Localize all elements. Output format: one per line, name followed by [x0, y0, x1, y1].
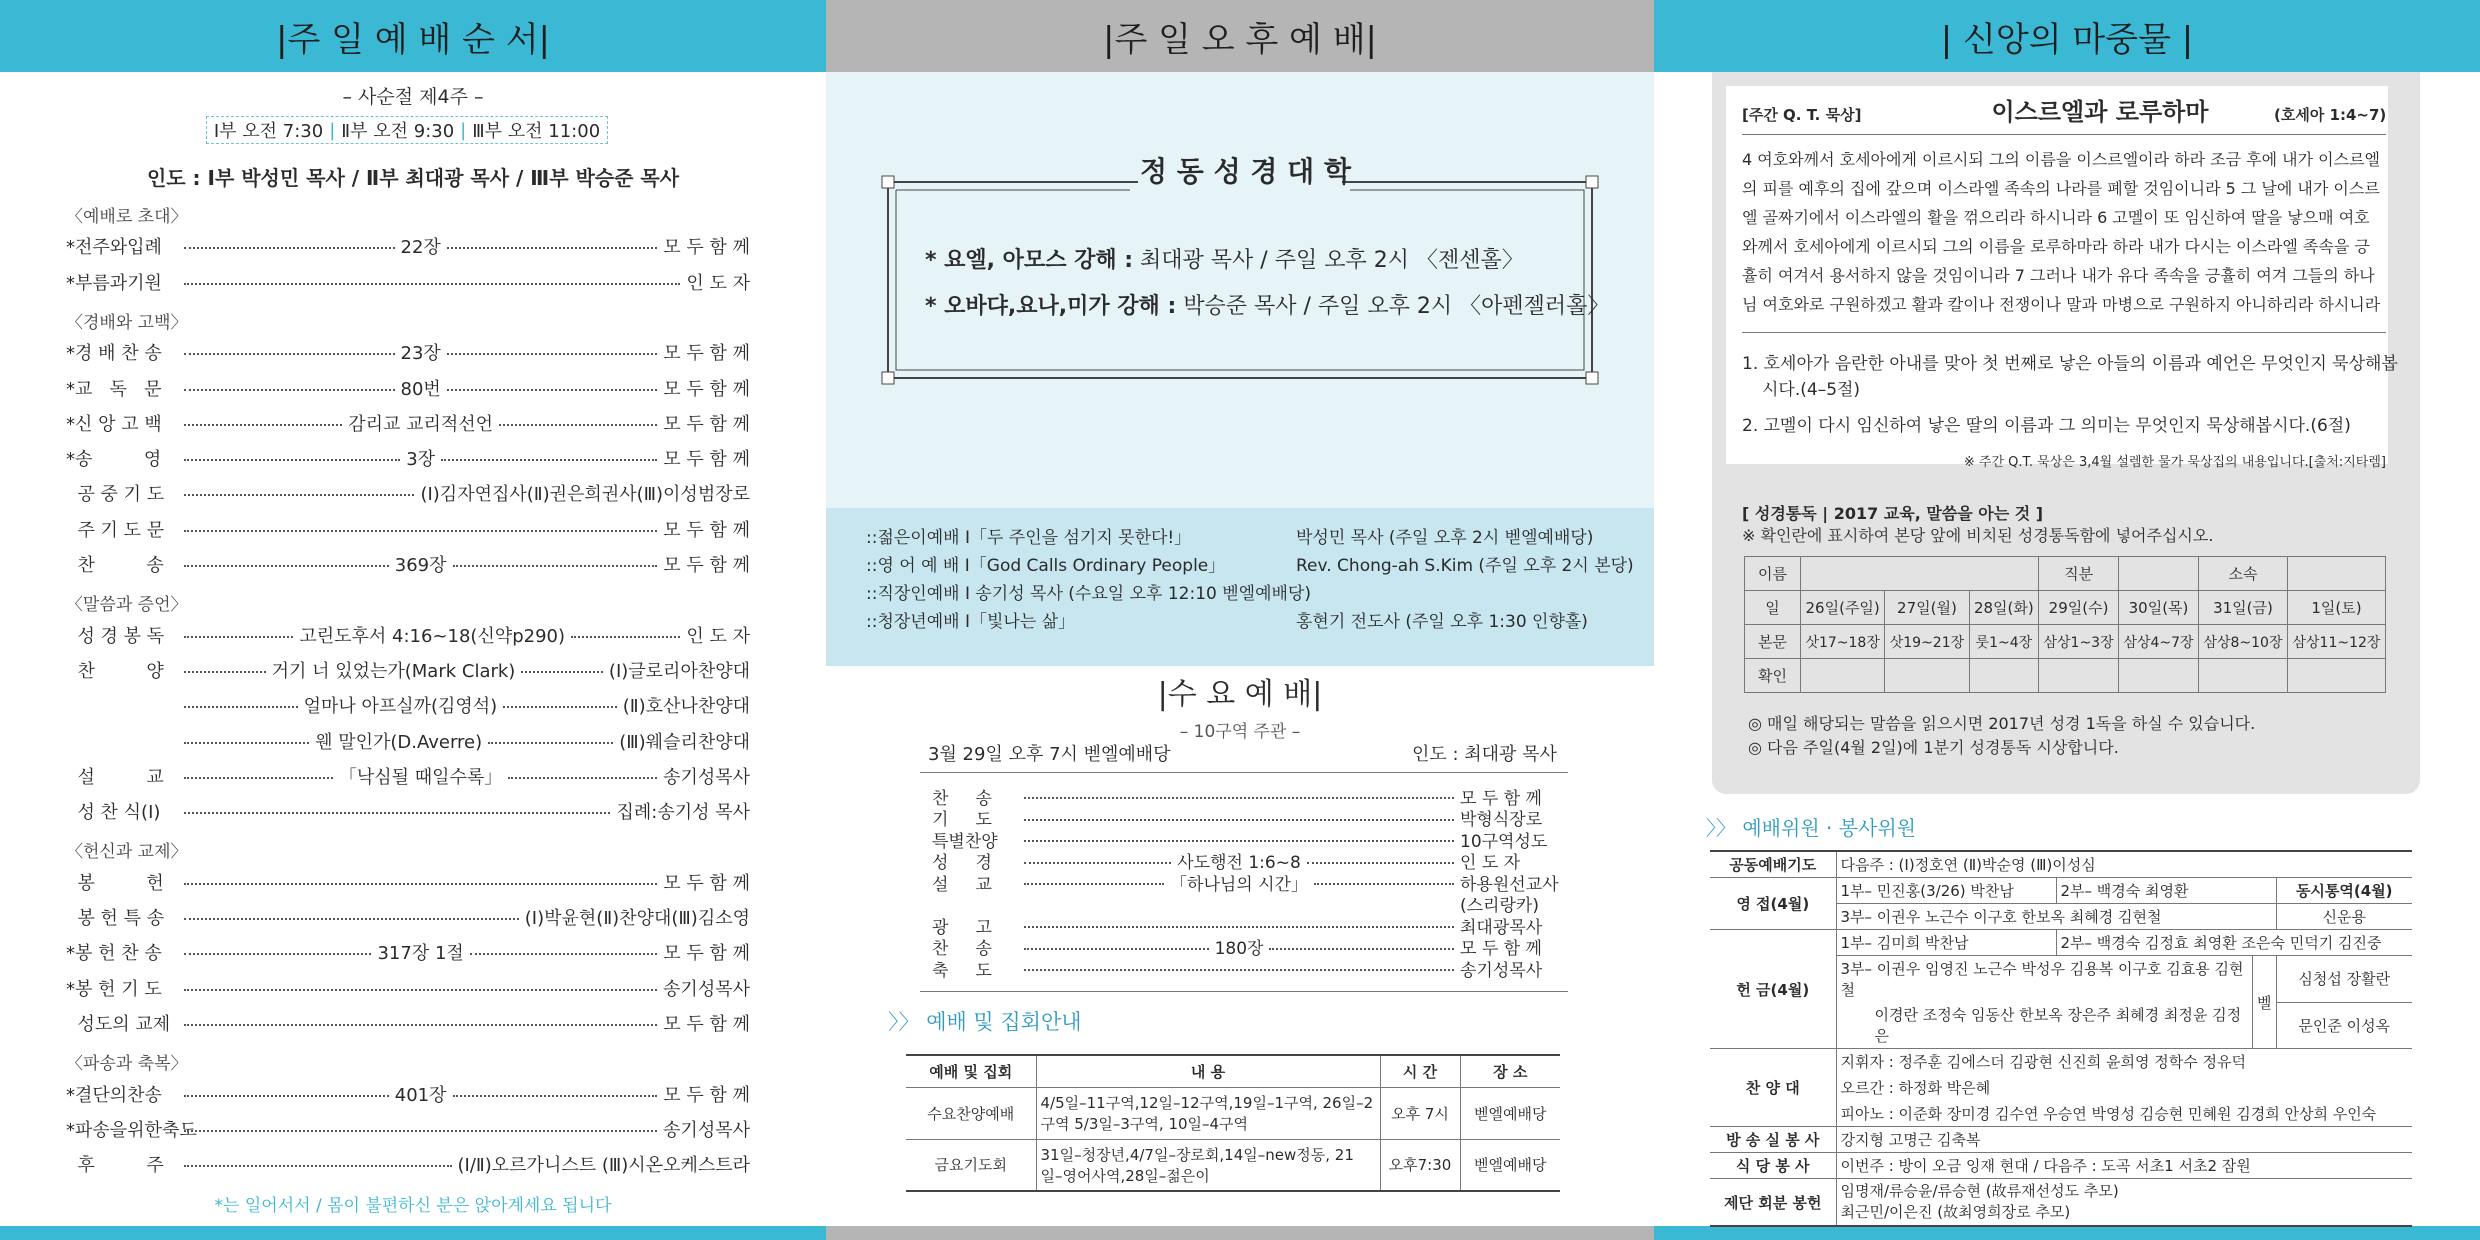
wednesday-info: 3월 29일 오후 7시 벧엘예배당	[928, 744, 1171, 765]
qt-line: 4 여호와께서 호세아에게 이르시되 그의 이름을 이스르엘이라 하라 조금 후에 내가 이스르엘	[1742, 150, 2380, 169]
wednesday-leader: 인도 : 최대광 목사	[1412, 744, 1557, 765]
wednesday-sub: – 10구역 주관 –	[1179, 722, 1301, 742]
order-person: 송기성목사	[663, 766, 751, 788]
wed-person: 10구역성도	[1460, 831, 1548, 852]
reading-day: 31일(금)	[2199, 591, 2288, 625]
order-person: (Ⅰ)글로리아찬양대	[608, 660, 750, 682]
meetings-title: 〉〉 예배 및 집회안내	[888, 1010, 1082, 1034]
wed-label: 성 경	[932, 853, 992, 873]
reading-check-label: 확인	[1745, 659, 1801, 693]
order-person: (Ⅱ)호산나찬양대	[622, 696, 751, 718]
wed-row	[932, 786, 1552, 809]
reading-day: 1일(토)	[2287, 591, 2385, 625]
order-label: *송 영	[66, 449, 162, 471]
wed-person: 인 도 자	[1460, 853, 1521, 873]
reading-table	[1744, 556, 2386, 693]
dots-leader	[470, 953, 657, 955]
dots-leader	[184, 389, 395, 391]
dots-leader	[184, 918, 519, 920]
wed-label: 찬 송	[932, 788, 992, 809]
order-row	[66, 941, 750, 963]
order-content: 369장	[394, 555, 447, 576]
bible-college-frame	[880, 155, 1600, 400]
order-row	[66, 730, 750, 752]
wed-person: 송기성목사	[1460, 960, 1543, 981]
meet-head-3: 시 간	[1380, 1055, 1460, 1087]
dots-leader	[184, 953, 371, 955]
reading-subtitle: ※ 확인란에 표시하여 본당 앞에 비치된 성경통독함에 넣어주십시오.	[1742, 526, 2214, 545]
serv-cell: 다음주 : (Ⅰ)정호연 (Ⅱ)박순영 (Ⅲ)이성심	[1836, 851, 2412, 878]
order-person: 모 두 함 께	[663, 378, 751, 400]
qt-label: [주간 Q. T. 묵상]	[1742, 106, 1862, 124]
dots-leader	[184, 1024, 657, 1026]
order-row	[66, 377, 750, 399]
service-committee-table	[1710, 850, 2412, 1227]
order-label: *결단의찬송	[66, 1084, 162, 1106]
order-content: 거기 너 있었는가(Mark Clark)	[271, 660, 516, 682]
order-row	[66, 765, 750, 787]
afternoon-service-detail: Rev. Chong-ah S.Kim (주일 오후 2시 본당)	[1296, 556, 1634, 576]
meet-head-2: 내 용	[1036, 1055, 1380, 1087]
meetings-table	[906, 1054, 1560, 1192]
dots-leader	[184, 883, 657, 885]
flower-line-1: 임명재/류승윤/류승현 (故류재선성도 추모)	[1840, 1182, 2119, 1200]
dots-leader	[508, 777, 657, 779]
qt-question-1a: 1. 호세아가 음란한 아내를 맞아 첫 번째로 낳은 아들의 이름과 예언은 무엇인지 묵상해봅	[1742, 354, 2398, 374]
wed-row	[932, 872, 1559, 895]
order-row	[66, 977, 750, 999]
order-label: 공 중 기 도	[66, 484, 165, 506]
reading-day: 26일(주일)	[1801, 591, 1885, 625]
order-person: (Ⅰ)박윤현(Ⅱ)찬양대(Ⅲ)김소영	[524, 908, 750, 929]
reading-text: 룻1~4장	[1969, 625, 2039, 659]
dots-leader	[184, 671, 266, 673]
meet-head-1: 예배 및 집회	[906, 1055, 1036, 1087]
wed-label: 특별찬양	[932, 831, 998, 852]
serv-cell: 3부– 이권우 노근수 이구호 한보옥 최혜경 김현철	[1836, 904, 2276, 930]
wed-person: (스리랑카)	[1460, 896, 1539, 916]
afternoon-service-name: ::영 어 예 배 I「God Calls Ordinary People」	[866, 556, 1226, 576]
order-row	[66, 235, 750, 257]
dots-leader	[447, 247, 658, 249]
dots-leader	[184, 989, 657, 991]
dots-leader	[1024, 926, 1454, 928]
order-label: *봉 헌 기 도	[66, 978, 162, 1000]
reading-text: 삿17~18장	[1801, 625, 1885, 659]
serv-cell: 지휘자 : 정주훈 김에스더 김광현 신진희 윤희영 정학수 정유덕	[1836, 1049, 2412, 1075]
qt-reference: (호세아 1:4~7)	[2274, 106, 2387, 124]
reading-text: 삼상11~12장	[2287, 625, 2385, 659]
serv-cell: 신운용	[2276, 904, 2412, 930]
order-row	[66, 624, 750, 646]
order-content: 23장	[400, 343, 441, 365]
reading-text-label: 본문	[1745, 625, 1801, 659]
serv-cell: 이경란 조정숙 임동산 한보옥 장은주 최혜경 최정윤 김정은	[1836, 1002, 2253, 1049]
order-person: 인 도 자	[686, 625, 750, 647]
order-label: 찬 송	[66, 555, 164, 576]
dots-leader	[1024, 948, 1209, 950]
dots-leader	[1024, 797, 1454, 799]
reading-text: 삼상4~7장	[2119, 625, 2199, 659]
dots-leader	[453, 1095, 658, 1097]
section-heading: 〈파송과 축복〉	[66, 1054, 188, 1075]
afternoon-service-name: ::젊은이예배 I「두 주인을 섬기지 못한다!」	[866, 528, 1192, 548]
dots-leader	[184, 283, 680, 285]
meet-cell: 금요기도회	[906, 1139, 1036, 1191]
order-label: *파송을위한축도	[66, 1119, 197, 1141]
meet-head-4: 장 소	[1460, 1055, 1560, 1087]
order-person: 모 두 함 께	[663, 555, 750, 576]
reading-check-box[interactable]	[1885, 659, 1969, 693]
order-person: 모 두 함 께	[663, 343, 751, 365]
order-person: 모 두 함 께	[663, 519, 750, 541]
reading-text: 삼상8~10장	[2199, 625, 2288, 659]
wed-row	[932, 915, 1552, 938]
dots-leader	[1024, 862, 1171, 864]
order-row	[66, 341, 750, 363]
dots-leader	[184, 494, 414, 496]
dots-leader	[503, 706, 617, 708]
dots-leader	[184, 353, 395, 355]
wed-content: 「하나님의 시간」	[1170, 874, 1308, 895]
order-row	[66, 1118, 750, 1140]
order-person: (Ⅰ/Ⅱ)오르가니스트 (Ⅲ)시온오케스트라	[457, 1155, 750, 1177]
order-row	[66, 553, 750, 575]
meet-cell: 수요찬양예배	[906, 1087, 1036, 1139]
serv-label: 벨	[2253, 956, 2277, 1049]
wed-person: 모 두 함 께	[1460, 939, 1542, 959]
order-person: (Ⅲ)웨슬리찬양대	[619, 731, 751, 753]
reading-day-label: 일	[1745, 591, 1801, 625]
qt-line: 님 여호와로 구원하겠고 활과 칼이나 전쟁이나 말과 마병으로 구원하지 아니하리라 하시니라	[1742, 295, 2381, 314]
order-content: 「낙심될 때일수록」	[338, 766, 503, 788]
dots-leader	[1024, 969, 1454, 971]
order-content: 웬 말인가(D.Averre)	[315, 731, 483, 753]
reading-text: 삼상1~3장	[2039, 625, 2119, 659]
qt-question-1b: 시다.(4–5절)	[1762, 380, 1861, 400]
serv-label: 헌 금(4월)	[1710, 930, 1836, 1049]
wed-person: 박형식장로	[1460, 810, 1543, 830]
reading-position-label: 직분	[2039, 557, 2119, 591]
serv-cell: 문인준 이성옥	[2276, 1002, 2412, 1049]
order-row	[66, 447, 750, 469]
serv-cell: 이번주 : 방이 오금 잉재 현대 / 다음주 : 도곡 서초1 서초2 잠원	[1836, 1153, 2412, 1179]
order-label: 후 주	[66, 1155, 164, 1177]
serv-label: 방 송 실 봉 사	[1710, 1127, 1836, 1153]
serv-cell	[1836, 1179, 2412, 1227]
bottom-stripe-3	[1654, 1226, 2480, 1240]
order-row	[66, 1012, 750, 1034]
header-afternoon-worship: |주 일 오 후 예 배|	[826, 0, 1654, 72]
header-faith-primer: | 신앙의 마중물 |	[1654, 0, 2480, 72]
reading-day: 29일(수)	[2039, 591, 2119, 625]
order-content: 얼마나 아프실까(김영석)	[303, 696, 498, 718]
qt-line: 와께서 호세아에게 이르시되 그의 이름을 로루하마라 하라 내가 다시는 이스라엘 족속을 긍	[1742, 237, 2370, 256]
section-heading: 〈말씀과 증언〉	[66, 595, 188, 616]
dots-leader	[184, 706, 298, 708]
order-person: 모 두 함 께	[663, 872, 750, 894]
order-content: 317장 1절	[377, 943, 464, 965]
wed-row	[932, 851, 1552, 871]
order-label: 봉 헌	[66, 872, 164, 894]
section-heading: 〈경배와 고백〉	[66, 312, 188, 333]
order-content: 80번	[400, 378, 441, 400]
reading-text: 삿19~21장	[1885, 625, 1969, 659]
dots-leader	[453, 565, 658, 567]
dots-leader	[184, 812, 610, 814]
service-times-box: Ⅰ부 오전 7:30 | Ⅱ부 오전 9:30 | Ⅲ부 오전 11:00	[206, 116, 608, 144]
serv-cell: 강지형 고명근 김축복	[1836, 1127, 2412, 1153]
wednesday-title: |수 요 예 배|	[1157, 677, 1323, 712]
reading-check-box[interactable]	[1801, 659, 1885, 693]
order-label: 성 경 봉 독	[66, 625, 165, 647]
dots-leader	[1307, 862, 1454, 864]
reading-title: [ 성경통독 | 2017 교육, 말씀을 아는 것 ]	[1742, 504, 2044, 523]
dots-leader	[499, 424, 657, 426]
serv-cell: 피아노 : 이준화 장미경 김수연 우승연 박영성 김승현 민혜원 김경희 안상희 우인숙	[1836, 1101, 2412, 1127]
order-person: 모 두 함 께	[663, 1084, 750, 1106]
order-content: 감리교 교리적선언	[348, 413, 494, 435]
dots-leader	[1024, 840, 1454, 842]
wed-label: 축 도	[932, 960, 992, 981]
qt-rule	[1742, 134, 2386, 135]
reading-check-box[interactable]	[2199, 659, 2288, 693]
reading-day: 28일(화)	[1969, 591, 2039, 625]
dots-leader	[488, 742, 613, 744]
reading-name-label: 이름	[1745, 557, 1801, 591]
reading-check-box[interactable]	[1969, 659, 2039, 693]
serv-cell: 오르간 : 하정화 박은혜	[1836, 1075, 2412, 1101]
wed-row	[932, 958, 1552, 981]
reading-check-box[interactable]	[2039, 659, 2119, 693]
order-label: *봉 헌 찬 송	[66, 943, 162, 965]
qt-note: ※ 주간 Q.T. 묵상은 3,4월 설렘한 물가 묵상집의 내용입니다.[출처:지타렘]	[1963, 455, 2386, 470]
dots-leader	[184, 1095, 389, 1097]
double-chevron-icon: 〉〉	[888, 1010, 920, 1034]
reading-dept-label: 소속	[2199, 557, 2288, 591]
afternoon-service-detail: 박성민 목사 (주일 오후 2시 벧엘예배당)	[1296, 528, 1594, 548]
service-time-1: Ⅰ부 오전 7:30	[213, 121, 324, 142]
reading-day: 27일(월)	[1885, 591, 1969, 625]
order-label: 주 기 도 문	[66, 519, 165, 541]
wed-content: 사도행전 1:6~8	[1177, 853, 1301, 873]
order-label: 성도의 교제	[66, 1013, 171, 1035]
dots-leader	[1024, 883, 1164, 885]
wed-row	[932, 829, 1552, 852]
dots-leader	[184, 530, 657, 532]
order-row	[66, 659, 750, 681]
order-person: 인 도 자	[686, 272, 750, 294]
order-row	[66, 800, 750, 822]
double-chevron-icon: 〉〉	[1706, 816, 1736, 840]
order-label: *신 앙 고 백	[66, 413, 162, 435]
order-content: 3장	[406, 449, 436, 471]
wednesday-rule-bottom	[920, 991, 1568, 992]
dots-leader	[184, 777, 333, 779]
dots-leader	[184, 1130, 657, 1132]
reading-note-2: ◎ 다음 주일(4월 2일)에 1분기 성경통독 시상합니다.	[1748, 738, 2119, 757]
dots-leader	[184, 247, 395, 249]
qt-line: 의 피를 예후의 집에 갚으며 이스라엘 족속의 나라를 폐할 것임이니라 5 그 날에 내가 이스르	[1742, 179, 2380, 198]
bottom-stripe-gray	[826, 1226, 1654, 1240]
order-row	[66, 518, 750, 540]
serv-cell: 3부– 이권우 임영진 노근수 박성우 김용복 이구호 김효용 김현철	[1836, 956, 2253, 1003]
reading-check-box[interactable]	[2287, 659, 2385, 693]
dots-leader	[184, 742, 309, 744]
serv-label: 공동예배기도	[1710, 851, 1836, 878]
order-content: 고린도후서 4:16~18(신약p290)	[299, 625, 566, 647]
dots-leader	[1024, 819, 1454, 821]
wed-label: 찬 송	[932, 939, 992, 959]
service-time-2: Ⅱ부 오전 9:30	[341, 121, 455, 142]
serv-cell: 2부– 백경숙 최영환	[2056, 878, 2276, 904]
dots-leader	[571, 636, 680, 638]
meet-cell: 벧엘예배당	[1460, 1087, 1560, 1139]
order-row	[66, 1083, 750, 1105]
order-person: 모 두 함 께	[663, 1013, 750, 1035]
serv-cell: 1부– 김미희 박찬남	[1836, 930, 2056, 956]
reading-note-1: ◎ 매일 해당되는 말씀을 읽으시면 2017년 성경 1독을 하실 수 있습니다.	[1748, 714, 2256, 733]
order-row	[66, 906, 750, 928]
bottom-stripe	[0, 1226, 826, 1240]
qt-rule-2	[1742, 332, 2386, 333]
service-leaders: 인도 : Ⅰ부 박성민 목사 / Ⅱ부 최대광 목사 / Ⅲ부 박승준 목사	[146, 166, 680, 190]
wed-label: 설 교	[932, 874, 992, 895]
order-row	[66, 694, 750, 716]
section-heading: 〈헌신과 교제〉	[66, 842, 188, 863]
order-person: 모 두 함 께	[663, 449, 750, 471]
wed-person: 모 두 함 께	[1460, 788, 1542, 809]
serv-cell: 1부– 민진홍(3/26) 박찬남	[1836, 878, 2056, 904]
reading-check-box[interactable]	[2119, 659, 2199, 693]
qt-question-2: 2. 고멜이 다시 임신하여 낳은 딸의 이름과 그 의미는 무엇인지 묵상해봅시다.(6절)	[1742, 416, 2351, 436]
footnote: *는 일어서서 / 몸이 불편하신 분은 앉아계세요 됩니다	[214, 1196, 612, 1216]
order-row	[66, 482, 750, 504]
afternoon-service-detail: 홍현기 전도사 (주일 오후 1:30 인향홀)	[1296, 612, 1588, 632]
order-label: *경 배 찬 송	[66, 343, 162, 365]
wed-label: 기 도	[932, 810, 992, 830]
section-heading: 〈예배로 초대〉	[66, 207, 188, 227]
qt-title: 이스르엘과 로루하마	[1991, 98, 2209, 126]
order-row	[66, 871, 750, 893]
serv-label: 제단 회분 봉헌	[1710, 1179, 1836, 1227]
order-content: 22장	[400, 237, 441, 259]
header-worship-order: |주 일 예 배 순 서|	[0, 0, 826, 72]
order-person: 송기성목사	[663, 978, 750, 1000]
meet-cell: 오후7:30	[1380, 1139, 1460, 1191]
dots-leader	[441, 459, 657, 461]
afternoon-service-name: ::청장년예배 I「빛나는 삶」	[866, 612, 1076, 632]
bible-college-line-1: * 요엘, 아모스 강해 : 최대광 목사 / 주일 오후 2시 〈젠센홀〉	[925, 248, 1524, 273]
wed-label: 광 고	[932, 917, 992, 938]
meet-cell: 벧엘예배당	[1460, 1139, 1560, 1191]
meet-cell: 4/5일–11구역,12일–12구역,19일–1구역, 26일–2구역 5/3일–3구역, 10일–4구역	[1036, 1087, 1380, 1139]
season-subtitle: – 사순절 제4주 –	[342, 86, 484, 108]
order-label: 봉 헌 특 송	[66, 908, 165, 929]
serv-label: 동시통역(4월)	[2276, 878, 2412, 904]
wed-row	[932, 937, 1552, 957]
service-committee-title: 〉〉 예배위원 · 봉사위원	[1706, 816, 1916, 840]
order-row	[66, 1153, 750, 1175]
dots-leader	[447, 389, 658, 391]
serv-cell: 심청섭 장활란	[2276, 956, 2412, 1003]
dots-leader	[184, 424, 342, 426]
order-label: 설 교	[66, 766, 164, 788]
order-label: 성 찬 식(Ⅰ)	[66, 802, 161, 824]
order-label: *부름과기원	[66, 272, 162, 294]
meet-cell: 오후 7시	[1380, 1087, 1460, 1139]
bible-college-line-2: * 오바댜,요나,미가 강해 : 박승준 목사 / 주일 오후 2시 〈아펜젤러홀〉	[925, 294, 1610, 319]
wed-content: 180장	[1214, 939, 1264, 959]
bible-college-title: 정 동 성 경 대 학	[1140, 155, 1352, 188]
order-person: 송기성목사	[663, 1119, 750, 1141]
wednesday-rule-top	[920, 772, 1568, 773]
meet-cell: 31일–청장년,4/7일–장로회,14일–new정동, 21일–영어사역,28일–젊은이	[1036, 1139, 1380, 1191]
dots-leader	[184, 1165, 452, 1167]
order-row	[66, 271, 750, 293]
order-content: 401장	[394, 1084, 447, 1106]
order-label: 찬 양	[66, 660, 164, 682]
order-person: 모 두 함 께	[663, 943, 750, 965]
wed-person: 하용원선교사	[1460, 874, 1559, 895]
dots-leader	[1314, 883, 1454, 885]
dots-leader	[184, 636, 293, 638]
wed-row	[932, 808, 1552, 828]
wed-row	[932, 894, 1552, 914]
dots-leader	[1269, 948, 1454, 950]
order-person: 모 두 함 께	[663, 237, 751, 259]
order-person: 모 두 함 께	[663, 413, 751, 435]
afternoon-service-name: ::직장인예배 I 송기성 목사 (수요일 오후 12:10 벧엘예배당)	[866, 584, 1311, 604]
wed-person: 최대광목사	[1460, 917, 1543, 938]
qt-line: 휼히 여겨서 용서하지 않을 것임이니라 7 그러나 내가 유다 족속을 긍휼히 여겨 그들의 하나	[1742, 266, 2375, 285]
order-row	[66, 412, 750, 434]
serv-label: 찬 양 대	[1710, 1049, 1836, 1127]
dots-leader	[447, 353, 658, 355]
dots-leader	[184, 459, 400, 461]
qt-line: 엘 골짜기에서 이스라엘의 활을 꺾으리라 하시니라 6 고멜이 또 임신하여 딸을 낳으매 여호	[1742, 208, 2370, 227]
order-person: 집례:송기성 목사	[616, 802, 750, 824]
order-person: (Ⅰ)김자연집사(Ⅱ)권은희권사(Ⅲ)이성범장로	[420, 484, 750, 506]
reading-day: 30일(목)	[2119, 591, 2199, 625]
flower-line-2: 최근민/이은진 (故최영희장로 추모)	[1840, 1203, 2071, 1221]
dots-leader	[521, 671, 603, 673]
serv-cell: 2부– 백경숙 김정효 최영환 조은숙 민덕기 김진중	[2056, 930, 2412, 956]
order-label: *교 독 문	[66, 378, 162, 400]
serv-label: 식 당 봉 사	[1710, 1153, 1836, 1179]
service-time-3: Ⅲ부 오전 11:00	[472, 121, 601, 142]
serv-label: 영 접(4월)	[1710, 878, 1836, 930]
dots-leader	[184, 565, 389, 567]
order-label: *전주와입례	[66, 237, 162, 259]
